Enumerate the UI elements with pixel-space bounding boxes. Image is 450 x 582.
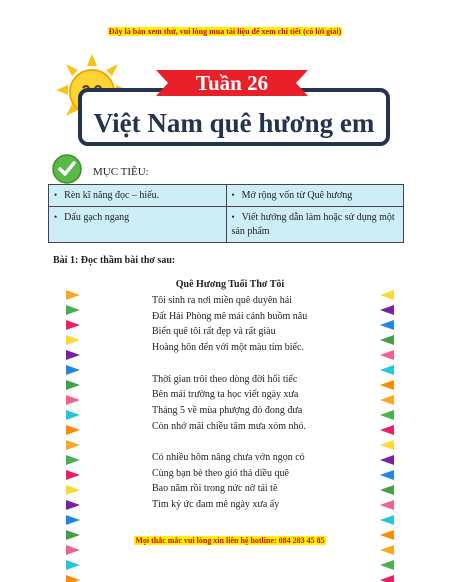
flag-triangle-right xyxy=(380,515,394,525)
poem-line: Hoàng hôn đến với một màu tím biếc. xyxy=(152,342,304,353)
flag-triangle-left xyxy=(66,485,80,495)
main-title: Việt Nam quê hương em xyxy=(93,108,375,138)
flag-triangle-right xyxy=(380,305,394,315)
flag-triangle-left xyxy=(66,335,80,345)
flag-triangle-right xyxy=(380,545,394,555)
flag-triangle-right xyxy=(380,290,394,300)
poem-line: Có nhiều hôm nâng chưa vớn ngọn cỏ xyxy=(152,452,305,463)
flag-triangle-right xyxy=(380,365,394,375)
flag-triangle-left xyxy=(66,395,80,405)
flag-triangle-right xyxy=(380,530,394,540)
flag-triangle-left xyxy=(66,380,80,390)
poem-line: Tìm ký ức đam mê ngày xưa ấy xyxy=(152,499,280,510)
poem-line: Bao năm rồi trong nức nở tái tê xyxy=(152,483,278,494)
flag-triangle-left xyxy=(66,305,80,315)
flag-triangle-right xyxy=(380,410,394,420)
flag-triangle-right xyxy=(380,500,394,510)
hotline-notice-text: Mọi thắc mắc vui lòng xin liên hệ hotline: 084 283 45 85 xyxy=(135,536,325,545)
flag-triangle-left xyxy=(66,500,80,510)
week-label: Tuần 26 xyxy=(195,71,269,95)
poem-title: Quê Hương Tuổi Thơ Tôi xyxy=(175,279,285,290)
flag-triangle-left xyxy=(66,425,80,435)
flag-triangle-right xyxy=(380,560,394,570)
poem-line: Tôi sinh ra nơi miền quê duyên hải xyxy=(152,295,292,306)
flag-triangle-right xyxy=(380,335,394,345)
flag-triangle-right xyxy=(380,350,394,360)
flag-triangle-left xyxy=(66,515,80,525)
flag-triangle-right xyxy=(380,575,394,582)
flag-triangle-right xyxy=(380,320,394,330)
poem-line: Biển quê tôi rất đẹp và rất giàu xyxy=(152,326,276,337)
flag-triangle-right xyxy=(380,440,394,450)
flag-triangle-left xyxy=(66,320,80,330)
exercise-title: Bài 1: Đọc thầm bài thơ sau: xyxy=(53,255,176,266)
flag-triangle-left xyxy=(66,440,80,450)
flag-triangle-right xyxy=(380,485,394,495)
poem-line: Tháng 5 về mùa phượng đỏ đong đưa xyxy=(152,405,303,416)
objectives-heading: MỤC TIÊU: xyxy=(93,166,149,178)
flag-triangle-left xyxy=(66,470,80,480)
flag-triangle-left xyxy=(66,290,80,300)
flag-triangle-right xyxy=(380,380,394,390)
objective-text: • Dấu gạch ngang xyxy=(54,212,129,223)
flag-triangle-left xyxy=(66,365,80,375)
objective-text: • Mở rộng vốn từ Quê hương xyxy=(232,190,353,201)
flag-triangle-left xyxy=(66,350,80,360)
flag-triangle-right xyxy=(380,425,394,435)
flag-triangle-left xyxy=(66,560,80,570)
flag-triangle-left xyxy=(66,545,80,555)
flag-triangle-right xyxy=(380,395,394,405)
poem-line: Thời gian trôi theo dòng đời hối tiếc xyxy=(152,374,298,385)
poem-line: Đất Hải Phòng mê mải cánh buồm nâu xyxy=(152,311,308,322)
preview-notice-text: Đây là bản xem thử, vui lòng mua tài liệu để xem chi tiết (có lời giải) xyxy=(108,27,342,36)
flag-triangle-right xyxy=(380,470,394,480)
objective-text: • Rèn kĩ năng đọc – hiểu. xyxy=(54,190,159,201)
poem-line: Còn nhớ mãi chiều tâm mưa xóm nhỏ. xyxy=(152,421,307,432)
flag-triangle-left xyxy=(66,410,80,420)
poem-line: Cùng bạn bè theo gió thả diều quê xyxy=(152,468,289,479)
objective-text: • Viết hướng dẫn làm hoặc sử dụng một sản phẩm xyxy=(232,212,395,237)
flag-triangle-left xyxy=(66,455,80,465)
poem-line: Bên mái trường ta học viết ngày xưa xyxy=(152,389,299,400)
flag-triangle-left xyxy=(66,530,80,540)
flag-triangle-right xyxy=(380,455,394,465)
flag-triangle-left xyxy=(66,575,80,582)
